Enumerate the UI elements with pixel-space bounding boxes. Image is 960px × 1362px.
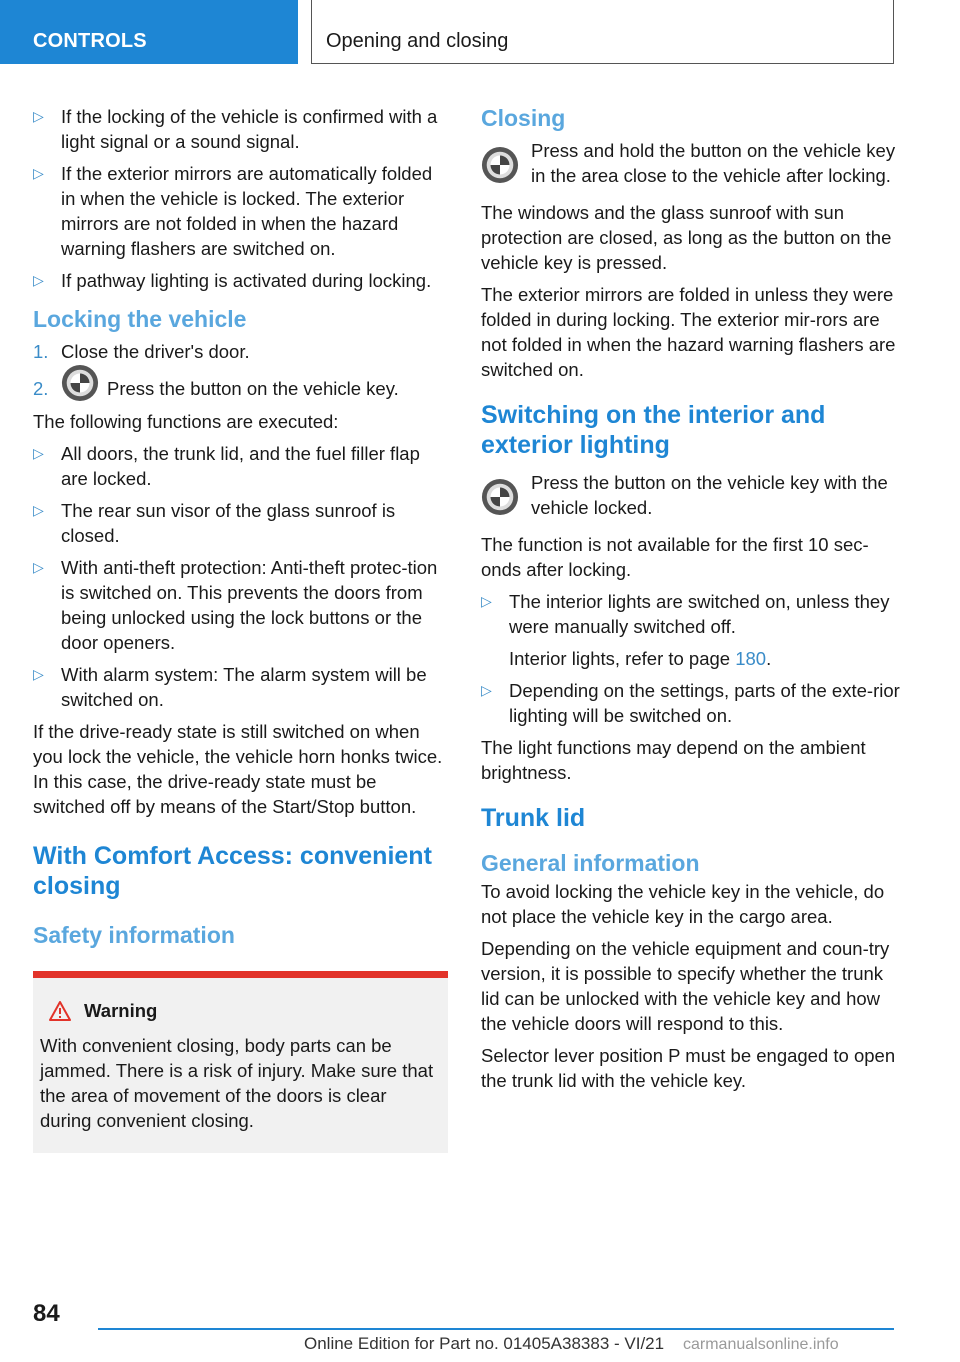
general-heading: General information	[481, 850, 700, 876]
key-button-icon	[481, 478, 519, 516]
warning-text: With convenient closing, body parts can be jammed. There is a risk of injury. Make sure that the area of movement of the doors is clear during convenient closing.	[40, 1035, 434, 1132]
list-item: ▷ If pathway lighting is activated during locking.	[33, 270, 432, 291]
right-column	[481, 104, 901, 1100]
cross-reference: Interior lights, refer to page 180.	[509, 648, 772, 669]
triangle-bullet-icon: ▷	[481, 593, 492, 609]
paragraph: The exterior mirrors are folded in unless they were folded in during locking. The exterior mir-rors are not folded in when the hazard warning flashers are switched on.	[481, 284, 896, 380]
step-number: 2.	[33, 378, 49, 399]
list-item: ▷ If the locking of the vehicle is confirmed with a light signal or a sound signal.	[33, 106, 438, 152]
list-item: ▷ Depending on the settings, parts of the exte-rior lighting will be switched on.	[481, 680, 900, 726]
triangle-bullet-icon: ▷	[33, 502, 44, 519]
paragraph: The light functions may depend on the ambient brightness.	[481, 737, 866, 783]
section-label: CONTROLS	[33, 30, 147, 52]
step-item: 2. Press the button on the vehicle key.	[33, 376, 448, 402]
comfort-heading: With Comfort Access: convenient closing	[33, 842, 432, 901]
list-item: ▷ If the exterior mirrors are automatically folded in when the vehicle is locked. The exterior mirrors are not folded in when the hazard warning flashers are switched on.	[33, 163, 433, 259]
edition-text: Online Edition for Part no. 01405A38383 - VI/21	[304, 1334, 665, 1353]
key-button-icon	[61, 364, 99, 402]
drive-ready-note: If the drive-ready state is still switched on when you lock the vehicle, the vehicle horn honks twice. In this case, the drive-ready state must be switched off by means of the Start/Stop button.	[33, 721, 443, 818]
page-number: 84	[33, 1300, 60, 1327]
triangle-bullet-icon: ▷	[481, 682, 492, 698]
list-item: ▷ The rear sun visor of the glass sunroof is closed.	[33, 500, 396, 547]
list-item: ▷ The interior lights are switched on, unless they were manually switched off.	[481, 591, 890, 637]
triangle-bullet-icon: ▷	[33, 666, 44, 683]
lighting-instruction: Press the button on the vehicle key with the vehicle locked.	[481, 470, 901, 520]
lighting-heading: Switching on the interior and exterior lighting	[481, 401, 826, 459]
paragraph: Selector lever position P must be engaged to open the trunk lid with the vehicle key.	[481, 1045, 896, 1091]
locking-heading: Locking the vehicle	[33, 306, 247, 332]
triangle-bullet-icon: ▷	[33, 559, 44, 576]
left-column	[33, 104, 448, 1153]
chapter-label: Opening and closing	[326, 30, 509, 52]
watermark: carmanualsonline.info	[683, 1336, 839, 1353]
paragraph: The function is not available for the first 10 sec-onds after locking.	[481, 534, 869, 580]
warning-triangle-icon	[48, 1000, 72, 1022]
safety-heading: Safety information	[33, 922, 235, 949]
step-number: 1.	[33, 341, 49, 362]
key-button-icon	[481, 146, 519, 184]
list-item: ▷ With alarm system: The alarm system will be switched on.	[33, 664, 427, 711]
triangle-bullet-icon: ▷	[33, 445, 44, 462]
list-item: ▷ With anti-theft protection: Anti-theft protec-tion is switched on. This prevents the doors from being unlocked using the lock buttons or the door openers.	[33, 557, 438, 654]
paragraph: Depending on the vehicle equipment and coun-try version, it is possible to specify whether the trunk lid can be unlocked with the vehicle key and how the vehicle doors will respond to this.	[481, 938, 890, 1034]
warning-title: Warning	[40, 998, 440, 1023]
trunk-heading: Trunk lid	[481, 804, 586, 832]
chapter-tab	[311, 0, 894, 64]
step-item: 1. Close the driver's door.	[33, 341, 250, 362]
list-item: ▷ All doors, the trunk lid, and the fuel filler flap are locked.	[33, 443, 420, 490]
paragraph: The windows and the glass sunroof with sun protection are closed, as long as the button on the vehicle key is pressed.	[481, 202, 892, 273]
triangle-bullet-icon: ▷	[33, 165, 44, 181]
triangle-bullet-icon: ▷	[33, 108, 44, 124]
paragraph: To avoid locking the vehicle key in the vehicle, do not place the vehicle key in the cargo area.	[481, 881, 885, 927]
closing-instruction: Press and hold the button on the vehicle key in the area close to the vehicle after locking.	[481, 138, 901, 188]
closing-heading: Closing	[481, 105, 566, 131]
functions-intro: The following functions are executed:	[33, 411, 339, 433]
triangle-bullet-icon: ▷	[33, 272, 44, 288]
page-link[interactable]: 180	[735, 648, 767, 669]
warning-box	[33, 971, 448, 1153]
footer-rule	[98, 1328, 894, 1330]
section-tab	[0, 0, 298, 64]
